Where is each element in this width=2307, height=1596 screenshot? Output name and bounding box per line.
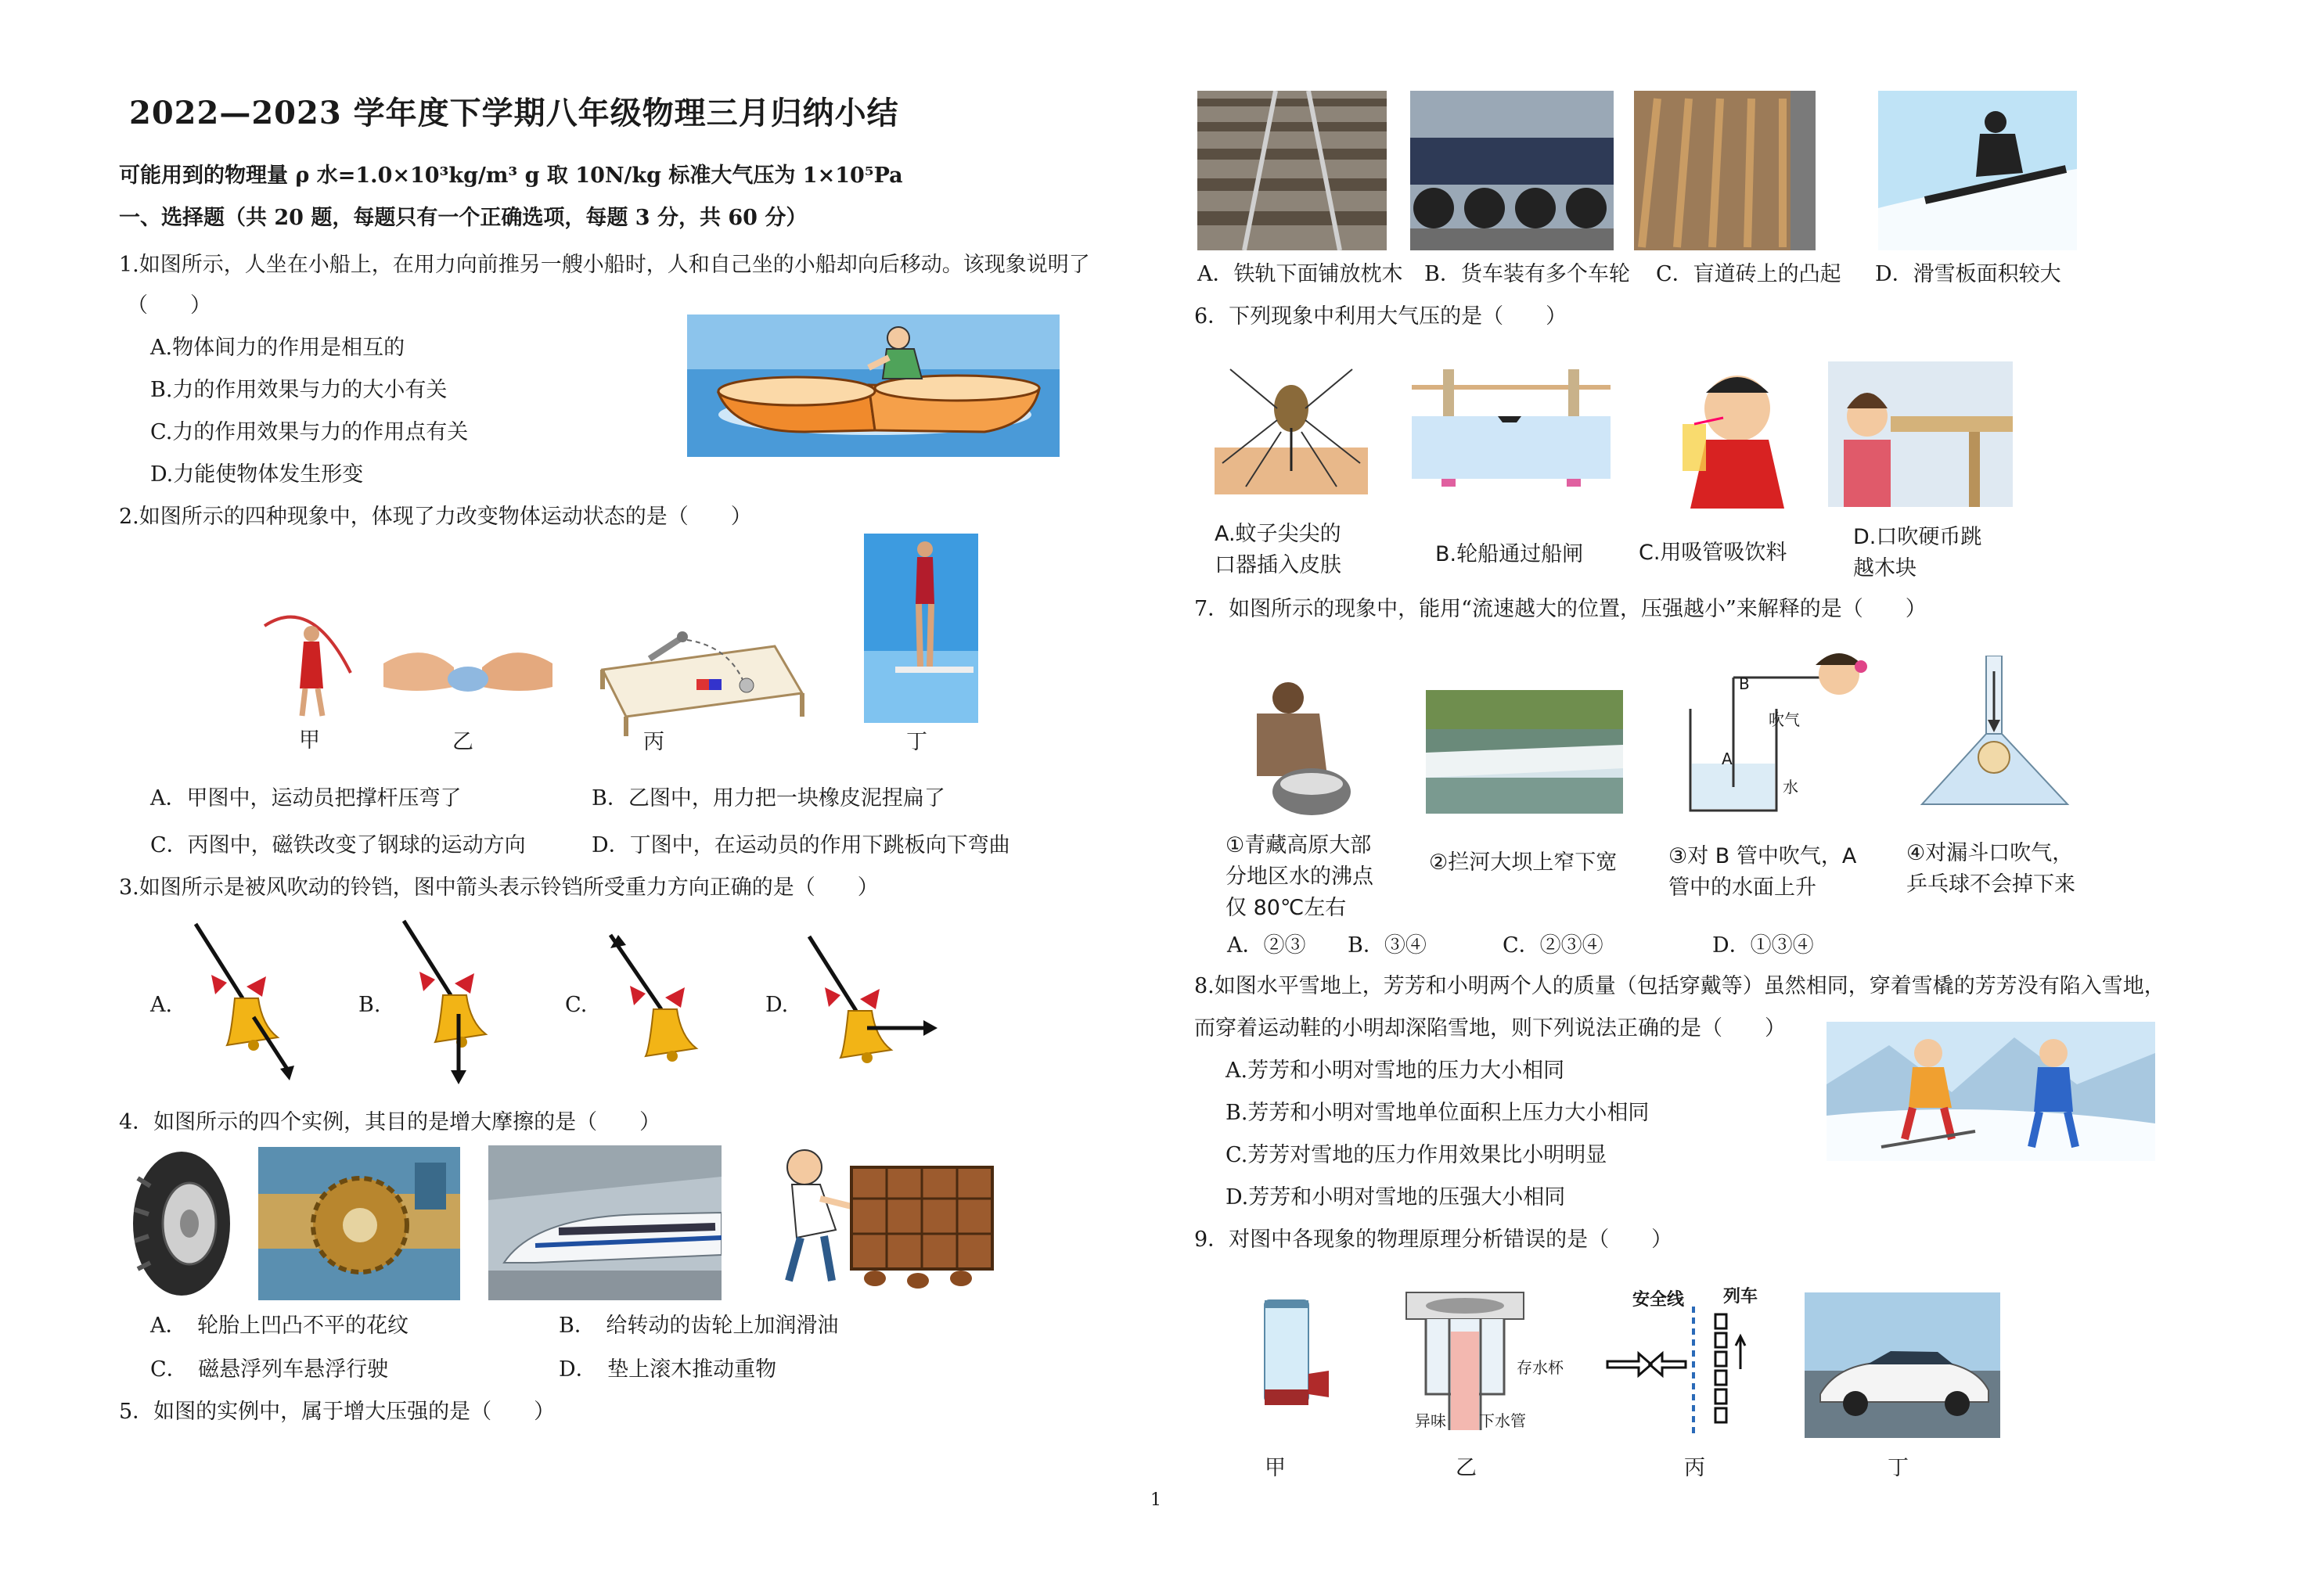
page-title: 2022—2023 学年度下学期八年级物理三月归纳小结 bbox=[129, 95, 899, 131]
q3-label-c: C. bbox=[565, 993, 588, 1017]
q7-caption-1c: 仅 80℃左右 bbox=[1225, 896, 1347, 920]
q7-option-b: B．③④ bbox=[1348, 933, 1427, 958]
q5-stem: 5．如图的实例中，属于增大压强的是（ ） bbox=[119, 1400, 556, 1424]
blow-tube-image bbox=[1675, 646, 1870, 818]
sports-car-image bbox=[1805, 1292, 2000, 1438]
mosquito-image bbox=[1215, 361, 1368, 494]
q2-option-b: B．乙图中，用力把一块橡皮泥捏扁了 bbox=[592, 786, 945, 811]
q5-option-a: A．铁轨下面铺放枕木 bbox=[1197, 262, 1403, 286]
q7-caption-1b: 分地区水的沸点 bbox=[1225, 864, 1373, 889]
q7-caption-4b: 乒乓球不会掉下来 bbox=[1906, 872, 2075, 897]
q3-stem: 3.如图所示是被风吹动的铃铛，图中箭头表示铃铛所受重力方向正确的是（ ） bbox=[119, 875, 879, 900]
q1-stem: 1.如图所示，人坐在小船上，在用力向前推另一艘小船时，人和自己坐的小船却向后移动。该现象说明了 bbox=[119, 253, 1090, 277]
q9-label-bing: 丙 bbox=[1684, 1456, 1705, 1480]
maglev-train-image bbox=[488, 1145, 722, 1300]
q6-caption-c: C.用吸管吸饮料 bbox=[1639, 541, 1787, 565]
water-bottle-image bbox=[1257, 1296, 1332, 1413]
q4-option-a: A． 轮胎上凹凸不平的花纹 bbox=[150, 1314, 408, 1338]
clay-squeeze-image bbox=[383, 632, 552, 706]
q2-option-c: C．丙图中，磁铁改变了钢球的运动方向 bbox=[150, 833, 526, 857]
q7-caption-4a: ④对漏斗口吹气， bbox=[1906, 841, 2074, 865]
q7-stem: 7．如图所示的现象中，能用“流速越大的位置，压强越小”来解释的是（ ） bbox=[1194, 597, 1927, 621]
q3-label-a: A. bbox=[150, 993, 173, 1017]
q2-label-yi: 乙 bbox=[452, 730, 473, 754]
rollers-push-image bbox=[758, 1144, 1000, 1300]
q1-paren: （ ） bbox=[127, 293, 211, 318]
q7-label-a: A bbox=[1722, 749, 1733, 768]
q6-stem: 6．下列现象中利用大气压的是（ ） bbox=[1194, 304, 1567, 329]
tactile-paving-image bbox=[1634, 91, 1816, 250]
q7-caption-3a: ③对 B 管中吹气，A bbox=[1668, 844, 1857, 868]
q4-stem: 4．如图所示的四个实例，其目的是增大摩擦的是（ ） bbox=[119, 1110, 661, 1134]
blow-coin-image bbox=[1828, 361, 2013, 507]
q8-stem-line2: 而穿着运动鞋的小明却深陷雪地，则下列说法正确的是（ ） bbox=[1194, 1016, 1786, 1041]
q8-option-d: D.芳芳和小明对雪地的压强大小相同 bbox=[1225, 1185, 1566, 1210]
snow-skiers-image bbox=[1827, 1022, 2155, 1161]
gears-image bbox=[258, 1147, 460, 1300]
truck-wheels-image bbox=[1410, 91, 1614, 250]
diving-board-image bbox=[864, 534, 978, 723]
q8-option-a: A.芳芳和小明对雪地的压力大小相同 bbox=[1225, 1059, 1565, 1083]
magnet-ball-table-image bbox=[595, 607, 808, 739]
q1-option-a: A.物体间力的作用是相互的 bbox=[150, 336, 405, 360]
bell-b-image bbox=[396, 917, 506, 1087]
q6-caption-a1: A.蚊子尖尖的 bbox=[1215, 522, 1341, 546]
q5-option-b: B．货车装有多个车轮 bbox=[1424, 262, 1630, 286]
bell-d-image bbox=[801, 933, 939, 1070]
ship-lock-image bbox=[1412, 361, 1611, 499]
q1-option-c: C.力的作用效果与力的作用点有关 bbox=[150, 420, 469, 444]
q7-label-b: B bbox=[1739, 674, 1750, 693]
q8-option-b: B.芳芳和小明对雪地单位面积上压力大小相同 bbox=[1225, 1101, 1650, 1125]
tire-image bbox=[127, 1147, 236, 1300]
q7-option-a: A．②③ bbox=[1227, 933, 1306, 958]
q5-option-d: D．滑雪板面积较大 bbox=[1875, 262, 2061, 286]
q3-label-d: D. bbox=[765, 993, 789, 1017]
q7-label-water: 水 bbox=[1783, 778, 1798, 796]
q5-option-c: C．盲道砖上的凸起 bbox=[1656, 262, 1841, 286]
page-number: 1 bbox=[1150, 1490, 1161, 1510]
q8-stem-line1: 8.如图水平雪地上，芳芳和小明两个人的质量（包括穿戴等）虽然相同，穿着雪橇的芳芳没有陷入雪地， bbox=[1194, 974, 2165, 998]
q9-label-odor: 异味 bbox=[1415, 1411, 1446, 1430]
q6-caption-b: B.轮船通过船闸 bbox=[1435, 542, 1584, 566]
q9-label-jia: 甲 bbox=[1265, 1456, 1286, 1480]
bell-a-image bbox=[188, 920, 297, 1084]
q4-option-b: B． 给转动的齿轮上加润滑油 bbox=[559, 1314, 839, 1338]
q9-label-water-cup: 存水杯 bbox=[1517, 1358, 1564, 1377]
boats-illustration bbox=[687, 315, 1060, 457]
q1-option-b: B.力的作用效果与力的大小有关 bbox=[150, 378, 448, 402]
constants-line: 可能用到的物理量 ρ 水=1.0×10³kg/m³ g 取 10N/kg 标准大气压为 1×10⁵Pa bbox=[119, 164, 903, 188]
q7-caption-2: ②拦河大坝上窄下宽 bbox=[1429, 850, 1618, 875]
q9-label-train: 列车 bbox=[1723, 1287, 1758, 1307]
plateau-boiling-image bbox=[1225, 674, 1398, 818]
q1-option-d: D.力能使物体发生形变 bbox=[150, 462, 364, 487]
q2-label-ding: 丁 bbox=[906, 730, 927, 754]
q4-option-c: C． 磁悬浮列车悬浮行驶 bbox=[150, 1357, 389, 1382]
funnel-pingpong-image bbox=[1914, 656, 2075, 818]
section-heading: 一、选择题（共 20 题，每题只有一个正确选项，每题 3 分，共 60 分） bbox=[119, 206, 808, 230]
q8-option-c: C.芳芳对雪地的压力作用效果比小明明显 bbox=[1225, 1143, 1607, 1167]
q2-label-jia: 甲 bbox=[299, 728, 320, 753]
q7-option-d: D．①③④ bbox=[1712, 933, 1814, 958]
q2-option-d: D．丁图中，在运动员的作用下跳板向下弯曲 bbox=[592, 833, 1010, 857]
q7-option-c: C．②③④ bbox=[1503, 933, 1603, 958]
q7-caption-3b: 管中的水面上升 bbox=[1668, 875, 1816, 900]
q3-label-b: B. bbox=[358, 993, 381, 1017]
q7-label-blow: 吹气 bbox=[1769, 710, 1800, 729]
q2-stem: 2.如图所示的四种现象中，体现了力改变物体运动状态的是（ ） bbox=[119, 505, 752, 529]
straw-drink-image bbox=[1651, 361, 1803, 509]
q6-caption-d2: 越木块 bbox=[1853, 556, 1917, 581]
dam-image bbox=[1426, 690, 1623, 814]
q6-caption-a2: 口器插入皮肤 bbox=[1215, 553, 1341, 577]
q2-label-bing: 丙 bbox=[643, 730, 664, 754]
q9-label-safety-line: 安全线 bbox=[1632, 1290, 1685, 1310]
q9-label-ding: 丁 bbox=[1888, 1456, 1909, 1480]
q9-label-pipe: 下水管 bbox=[1479, 1411, 1526, 1430]
q2-option-a: A．甲图中，运动员把撑杆压弯了 bbox=[150, 786, 462, 811]
q9-label-yi: 乙 bbox=[1456, 1456, 1477, 1480]
q7-caption-1a: ①青藏高原大部 bbox=[1225, 833, 1372, 857]
pole-vault-image bbox=[257, 602, 358, 720]
q9-stem: 9．对图中各现象的物理原理分析错误的是（ ） bbox=[1194, 1228, 1673, 1252]
q6-caption-d1: D.口吹硬币跳 bbox=[1853, 525, 1982, 549]
railway-sleepers-image bbox=[1197, 91, 1387, 250]
q4-option-d: D． 垫上滚木推动重物 bbox=[559, 1357, 777, 1382]
snowboarding-image bbox=[1878, 91, 2077, 250]
bell-c-image bbox=[603, 931, 720, 1072]
